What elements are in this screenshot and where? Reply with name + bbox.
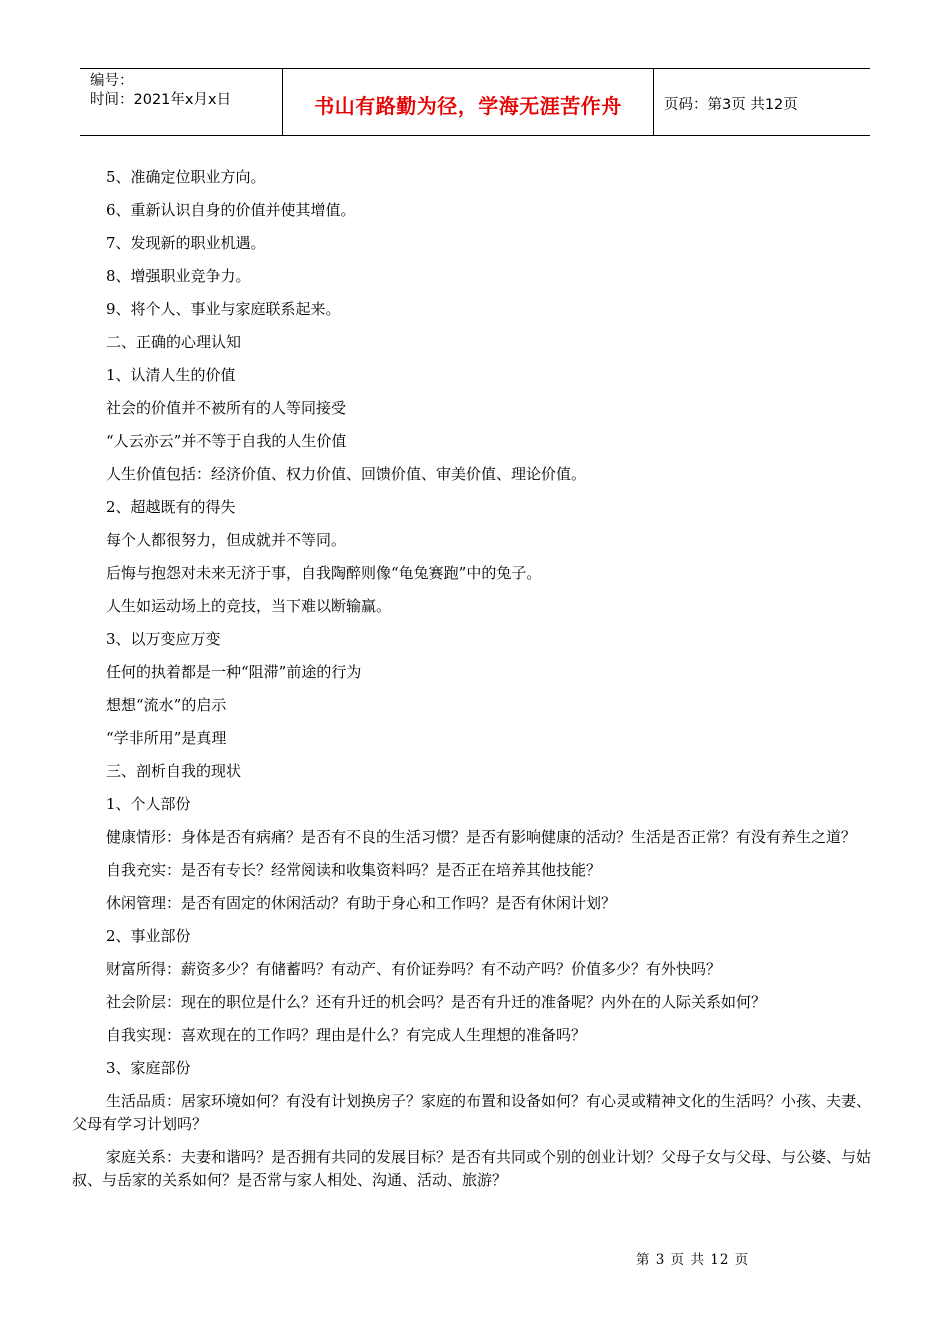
paragraph: “人云亦云”并不等于自我的人生价值: [106, 432, 347, 450]
paragraph: 2、超越既有的得失: [106, 498, 236, 516]
paragraph: 1、个人部份: [106, 795, 191, 813]
page-header: [80, 68, 870, 136]
paragraph: 人生价值包括：经济价值、权力价值、回馈价值、审美价值、理论价值。: [106, 465, 587, 483]
paragraph: 3、家庭部份: [106, 1059, 191, 1077]
paragraph: 休闲管理：是否有固定的休闲活动？有助于身心和工作吗？是否有休闲计划？: [106, 894, 617, 912]
header-meta: [80, 69, 282, 135]
paragraph: 5、准确定位职业方向。: [106, 168, 266, 186]
paragraph: 后悔与抱怨对未来无济于事，自我陶醉则像“龟兔赛跑”中的兔子。: [106, 564, 542, 582]
paragraph: “学非所用”是真理: [106, 729, 227, 747]
code-label: 编号：: [90, 73, 134, 89]
paragraph: 自我充实：是否有专长？经常阅读和收集资料吗？是否正在培养其他技能？: [106, 861, 602, 879]
paragraph: 社会的价值并不被所有的人等同接受: [106, 399, 347, 417]
paragraph: 二、正确的心理认知: [106, 333, 242, 351]
paragraph: 1、认清人生的价值: [106, 366, 236, 384]
paragraph: 人生如运动场上的竞技，当下难以断输赢。: [106, 597, 392, 615]
date-label: 时间：2021年x月x日: [90, 92, 232, 108]
paragraph: 健康情形：身体是否有病痛？是否有不良的生活习惯？是否有影响健康的活动？生活是否正常？有没有养生之道？: [106, 828, 857, 846]
paragraph: 每个人都很努力，但成就并不等同。: [106, 531, 347, 549]
paragraph: 2、事业部份: [106, 927, 191, 945]
paragraph: 三、剖析自我的现状: [106, 762, 242, 780]
paragraph: 想想“流水”的启示: [106, 696, 227, 714]
paragraph: 3、以万变应万变: [106, 630, 221, 648]
paragraph: 生活品质：居家环境如何？有没有计划换房子？家庭的布置和设备如何？有心灵或精神文化的生活吗？小孩、夫妻、父母有学习计划吗？: [72, 1092, 872, 1133]
paragraph: 自我实现：喜欢现在的工作吗？理由是什么？有完成人生理想的准备吗？: [106, 1026, 587, 1044]
paragraph: 任何的执着都是一种“阻滞”前途的行为: [106, 663, 362, 681]
paragraph: 财富所得：薪资多少？有储蓄吗？有动产、有价证券吗？有不动产吗？价值多少？有外快吗？: [106, 960, 722, 978]
document-body: [72, 166, 878, 1202]
paragraph: 6、重新认识自身的价值并使其增值。: [106, 201, 356, 219]
header-motto: 书山有路勤为径，学海无涯苦作舟: [282, 69, 654, 135]
paragraph: 7、发现新的职业机遇。: [106, 234, 266, 252]
paragraph: 社会阶层：现在的职位是什么？还有升迁的机会吗？是否有升迁的准备呢？内外在的人际关系如何？: [106, 993, 767, 1011]
paragraph: 8、增强职业竞争力。: [106, 267, 251, 285]
paragraph: 9、将个人、事业与家庭联系起来。: [106, 300, 341, 318]
page-footer: 第 3 页 共 12 页: [636, 1252, 750, 1268]
header-page-info: 页码：第3页 共12页: [664, 96, 798, 113]
paragraph: 家庭关系：夫妻和谐吗？是否拥有共同的发展目标？是否有共同或个别的创业计划？父母子女与父母、与公婆、与姑叔、与岳家的关系如何？是否常与家人相处、沟通、活动、旅游？: [72, 1148, 872, 1189]
